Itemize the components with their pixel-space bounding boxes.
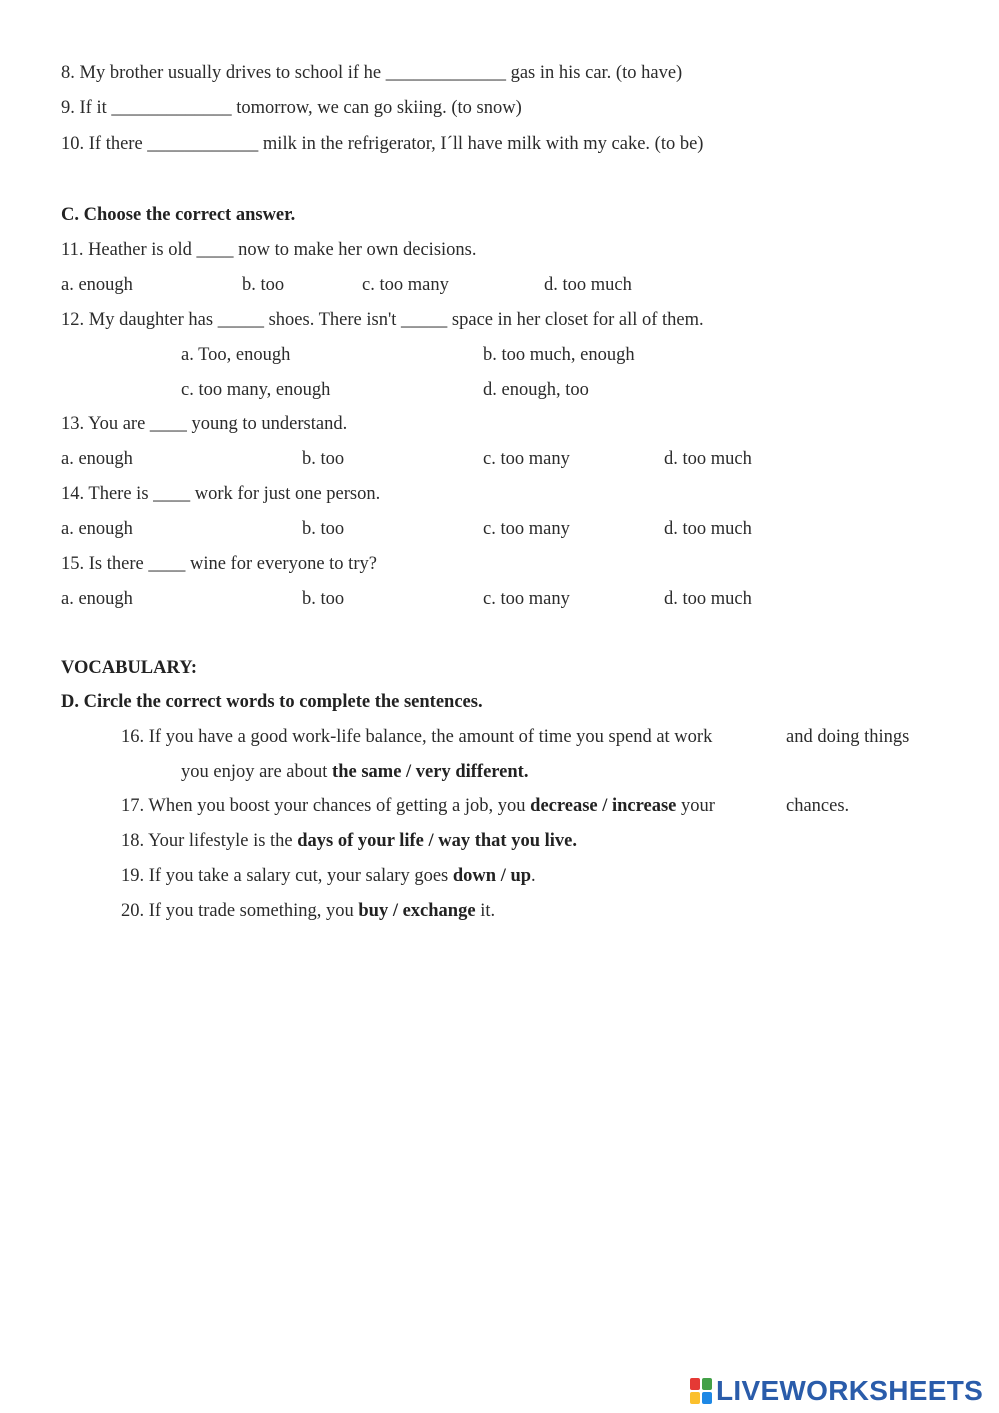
question-12: 12. My daughter has _____ shoes. There isn't _____ space in her closet for all of them. bbox=[61, 310, 704, 330]
q19-text-end: . bbox=[531, 866, 536, 886]
q11-option-c[interactable]: c. too many bbox=[362, 275, 449, 295]
q12-option-a[interactable]: a. Too, enough bbox=[181, 345, 291, 365]
liveworksheets-logo bbox=[690, 1374, 983, 1408]
q13-option-c[interactable]: c. too many bbox=[483, 449, 570, 469]
q12-option-d[interactable]: d. enough, too bbox=[483, 380, 589, 400]
question-14: 14. There is ____ work for just one person. bbox=[61, 484, 381, 504]
question-18 bbox=[121, 832, 577, 851]
question-8: 8. My brother usually drives to school if he _____________ gas in his car. (to have) bbox=[61, 63, 683, 83]
logo-icon-square-2 bbox=[702, 1378, 712, 1390]
q11-option-d[interactable]: d. too much bbox=[544, 275, 632, 295]
question-17 bbox=[121, 797, 715, 816]
q12-option-c[interactable]: c. too many, enough bbox=[181, 380, 331, 400]
q14-option-d[interactable]: d. too much bbox=[664, 519, 752, 539]
q15-option-b[interactable]: b. too bbox=[302, 589, 345, 609]
q13-option-a[interactable]: a. enough bbox=[61, 449, 133, 469]
q17-text-end: your bbox=[676, 796, 715, 816]
q18-choices[interactable]: days of your life / way that you live. bbox=[297, 831, 577, 851]
q20-choices[interactable]: buy / exchange bbox=[358, 901, 476, 921]
liveworksheets-logo-text: LIVEWORKSHEETS bbox=[716, 1375, 984, 1406]
question-13: 13. You are ____ young to understand. bbox=[61, 414, 348, 434]
question-19 bbox=[121, 867, 536, 886]
q16-choices[interactable]: the same / very different. bbox=[332, 762, 529, 782]
question-16-line1-tail: and doing things bbox=[786, 727, 910, 747]
logo-icon-square-3 bbox=[690, 1392, 700, 1404]
q19-choices[interactable]: down / up bbox=[452, 866, 532, 886]
q14-option-b[interactable]: b. too bbox=[302, 519, 345, 539]
q20-text: 20. If you trade something, you bbox=[121, 901, 359, 921]
liveworksheets-logo-icon bbox=[690, 1378, 712, 1404]
question-9: 9. If it _____________ tomorrow, we can go skiing. (to snow) bbox=[61, 98, 522, 118]
question-16-line2 bbox=[181, 763, 528, 782]
q16-text: you enjoy are about bbox=[181, 762, 333, 782]
question-11: 11. Heather is old ____ now to make her own decisions. bbox=[61, 240, 477, 260]
question-17-tail: chances. bbox=[786, 796, 850, 816]
question-16-line1: 16. If you have a good work-life balance, the amount of time you spend at work bbox=[121, 727, 713, 747]
vocabulary-title: VOCABULARY: bbox=[61, 658, 198, 678]
q14-option-a[interactable]: a. enough bbox=[61, 519, 133, 539]
q14-option-c[interactable]: c. too many bbox=[483, 519, 570, 539]
section-d-heading: D. Circle the correct words to complete the sentences. bbox=[61, 692, 483, 712]
question-20 bbox=[121, 902, 495, 921]
q13-option-b[interactable]: b. too bbox=[302, 449, 345, 469]
logo-icon-square-4 bbox=[702, 1392, 712, 1404]
logo-icon-square-1 bbox=[690, 1378, 700, 1390]
question-10: 10. If there ____________ milk in the refrigerator, I´ll have milk with my cake. (to be) bbox=[61, 134, 704, 154]
section-c-heading: C. Choose the correct answer. bbox=[61, 205, 296, 225]
q15-option-a[interactable]: a. enough bbox=[61, 589, 133, 609]
q11-option-a[interactable]: a. enough bbox=[61, 275, 133, 295]
q11-option-b[interactable]: b. too bbox=[242, 275, 285, 295]
q15-option-d[interactable]: d. too much bbox=[664, 589, 752, 609]
q19-text: 19. If you take a salary cut, your salary goes bbox=[121, 866, 453, 886]
q12-option-b[interactable]: b. too much, enough bbox=[483, 345, 635, 365]
q17-choices[interactable]: decrease / increase bbox=[530, 796, 677, 816]
q13-option-d[interactable]: d. too much bbox=[664, 449, 752, 469]
q20-text-end: it. bbox=[475, 901, 496, 921]
q18-text: 18. Your lifestyle is the bbox=[121, 831, 298, 851]
q17-text: 17. When you boost your chances of getting a job, you bbox=[121, 796, 531, 816]
q15-option-c[interactable]: c. too many bbox=[483, 589, 570, 609]
question-15: 15. Is there ____ wine for everyone to try? bbox=[61, 554, 377, 574]
